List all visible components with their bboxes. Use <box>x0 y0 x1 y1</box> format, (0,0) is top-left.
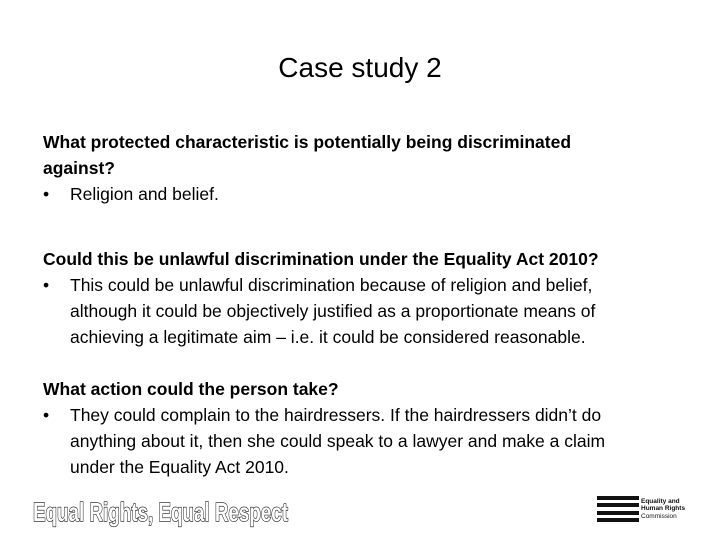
ehrc-bars-icon <box>597 496 639 522</box>
answer-line: This could be unlawful discrimination because of religion and belief, <box>70 275 593 295</box>
answer-bullet <box>43 402 693 480</box>
answer-line: although it could be objectively justified as a proportionate means of <box>70 301 596 321</box>
ehrc-line: Human Rights <box>641 505 686 513</box>
ehrc-wordmark <box>641 498 685 521</box>
section-unlawful-discrimination <box>43 246 693 350</box>
question-line: What action could the person take? <box>43 379 339 399</box>
campaign-logo-icon <box>32 497 290 527</box>
answer-line: under the Equality Act 2010. <box>70 457 289 477</box>
slide-title: Case study 2 <box>278 52 442 83</box>
bullet-icon: • <box>43 184 50 204</box>
bullet-icon: • <box>43 275 50 295</box>
answer-line: anything about it, then she could speak to a lawyer and make a claim <box>70 431 606 451</box>
section-action <box>43 376 693 480</box>
question-line: Could this be unlawful discrimination under the Equality Act 2010? <box>43 249 599 269</box>
campaign-logo-text: Equal Rights, Equal Respect <box>33 497 289 527</box>
question-line: against? <box>43 158 115 178</box>
answer-bullet <box>43 181 693 207</box>
answer-bullet <box>43 272 693 350</box>
ehrc-sub: Commission <box>641 512 677 520</box>
bullet-icon: • <box>43 405 50 425</box>
question <box>43 246 693 272</box>
answer-line: Religion and belief. <box>70 184 219 204</box>
question-line: What protected characteristic is potentially being discriminated <box>43 132 572 152</box>
campaign-logo <box>32 497 290 527</box>
question <box>43 376 693 402</box>
ehrc-line: Equality and <box>641 497 680 505</box>
ehrc-logo <box>597 496 685 522</box>
answer-line: achieving a legitimate aim – i.e. it could be considered reasonable. <box>70 327 586 347</box>
question <box>43 129 693 181</box>
answer-line: They could complain to the hairdressers. If the hairdressers didn’t do <box>70 405 602 425</box>
section-protected-characteristic <box>43 129 693 207</box>
